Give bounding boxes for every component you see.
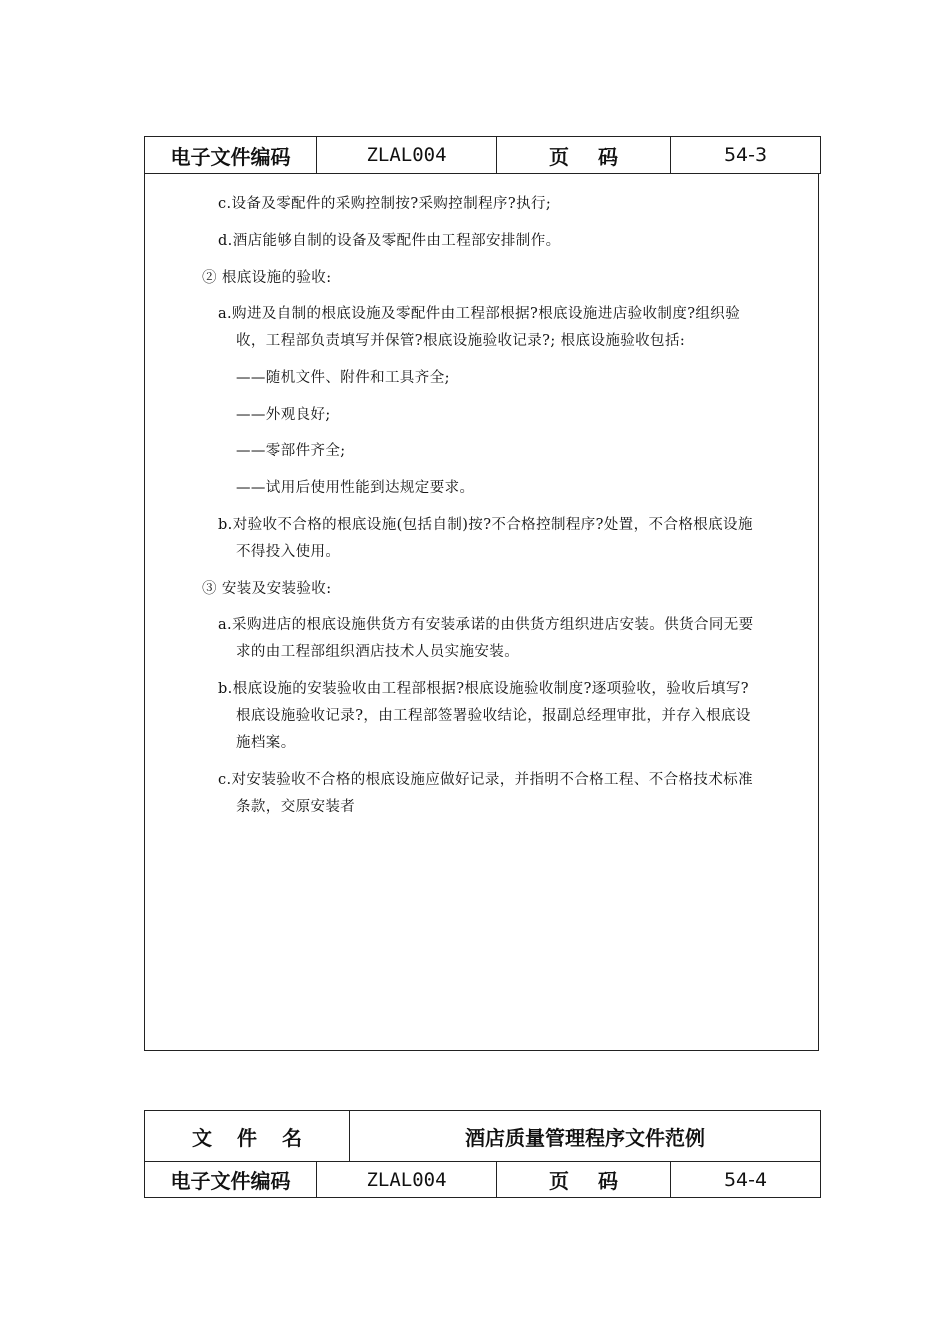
content-line: c.对安装验收不合格的根底设施应做好记录，并指明不合格工程、不合格技术标准 — [218, 772, 754, 788]
page-value: 54-3 — [671, 137, 821, 174]
bottom-header-table — [144, 1110, 821, 1198]
code-value: ZLAL004 — [317, 137, 497, 174]
content-line: c.设备及零配件的采购控制按?采购控制程序?执行; — [218, 196, 552, 212]
content-line: d.酒店能够自制的设备及零配件由工程部安排制作。 — [218, 233, 561, 249]
content-line: 条款，交原安装者 — [236, 799, 356, 815]
file-name-value: 酒店质量管理程序文件范例 — [350, 1111, 821, 1162]
content-line: ——零部件齐全; — [236, 443, 346, 459]
content-line: a.购进及自制的根底设施及零配件由工程部根据?根底设施进店验收制度?组织验 — [218, 306, 741, 322]
content-line: ——随机文件、附件和工具齐全; — [236, 370, 450, 386]
content-line: b.对验收不合格的根底设施(包括自制)按?不合格控制程序?处置，不合格根底设施 — [218, 517, 753, 533]
page-label: 页 码 — [497, 137, 671, 174]
page-value: 54-4 — [671, 1162, 821, 1198]
content-line: 不得投入使用。 — [236, 544, 341, 560]
content-line: b.根底设施的安装验收由工程部根据?根底设施验收制度?逐项验收，验收后填写? — [218, 681, 749, 697]
page-label: 页 码 — [497, 1162, 671, 1198]
code-value: ZLAL004 — [317, 1162, 497, 1198]
file-name-label: 文 件 名 — [145, 1111, 350, 1162]
content-line: ——外观良好; — [236, 407, 331, 423]
content-line: ③ 安装及安装验收: — [202, 581, 332, 597]
content-line: 收，工程部负责填写并保管?根底设施验收记录?; 根底设施验收包括: — [236, 333, 686, 349]
content-line: ② 根底设施的验收: — [202, 270, 332, 286]
content-line: a.采购进店的根底设施供货方有安装承诺的由供货方组织进店安装。供货合同无要 — [218, 617, 754, 633]
content-line: 根底设施验收记录?，由工程部签署验收结论，报副总经理审批，并存入根底设 — [236, 708, 751, 724]
content-line: 施档案。 — [236, 735, 296, 751]
content-line: 求的由工程部组织酒店技术人员实施安装。 — [236, 644, 520, 660]
content-line: ——试用后使用性能到达规定要求。 — [236, 480, 475, 496]
code-label: 电子文件编码 — [145, 137, 317, 174]
top-header-table — [144, 136, 821, 174]
code-label: 电子文件编码 — [145, 1162, 317, 1198]
